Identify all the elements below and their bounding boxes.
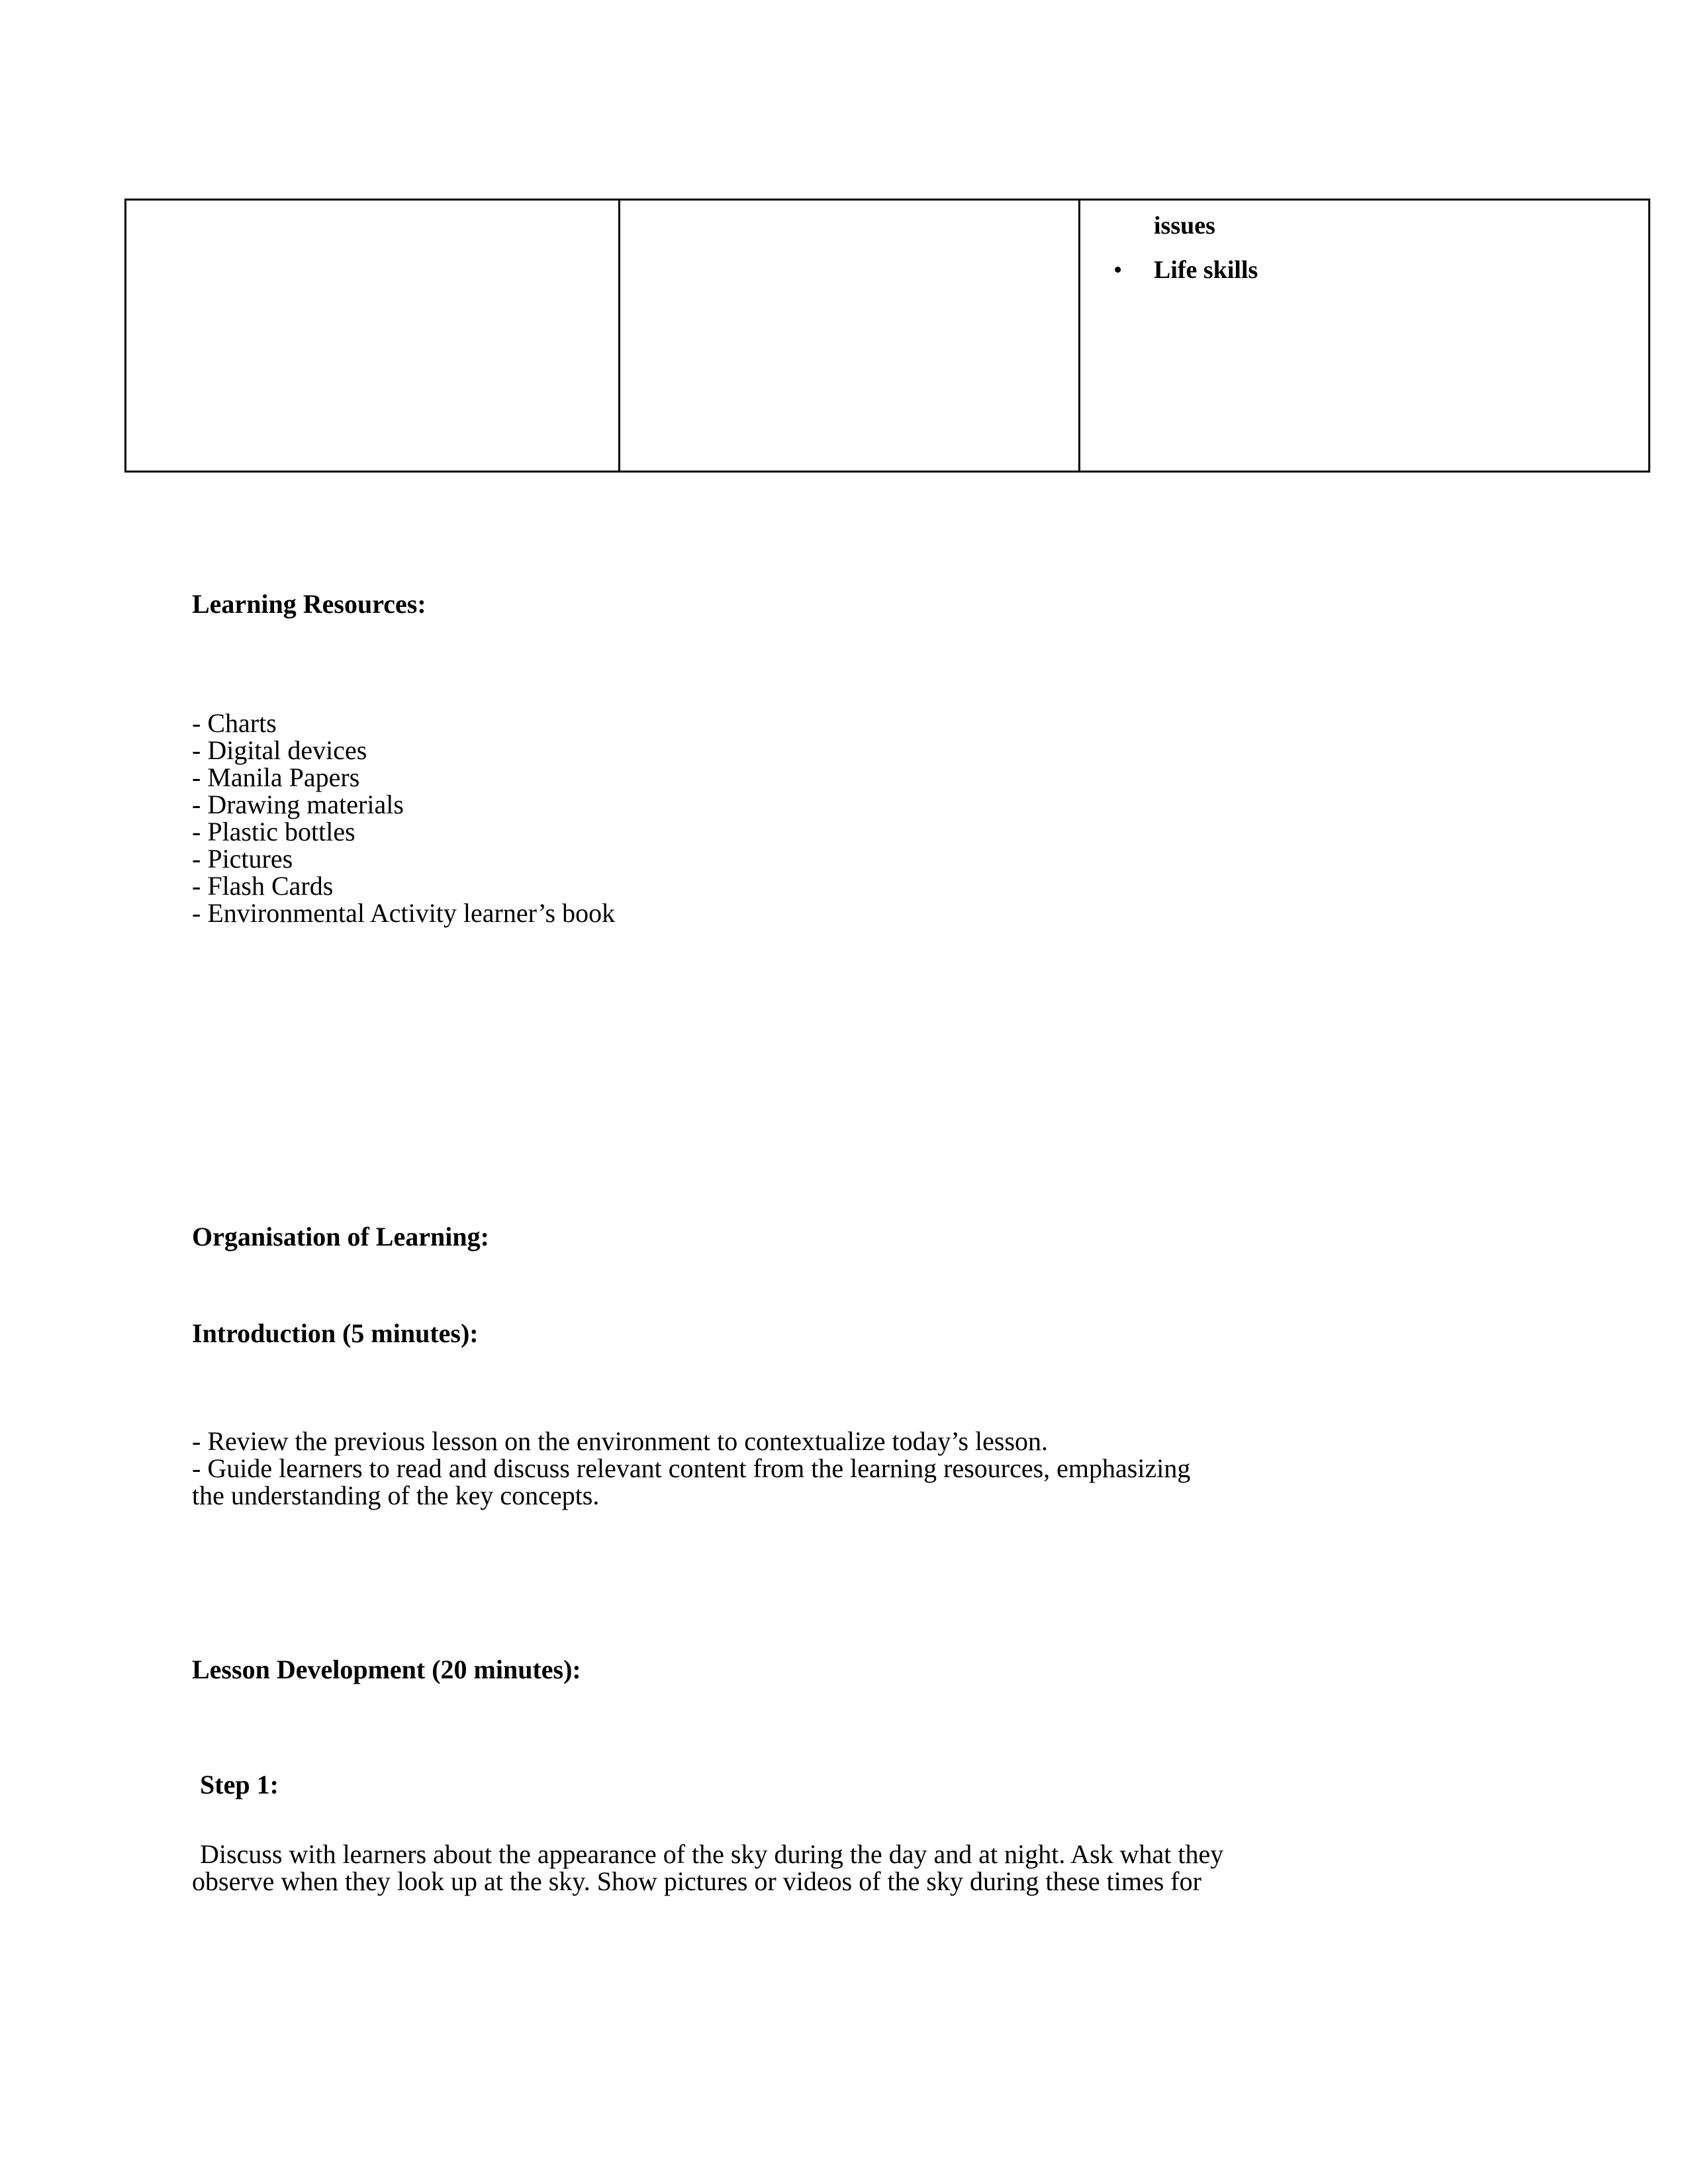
table-cell-column-3	[1080, 200, 1650, 472]
cell-content-column-3	[1080, 201, 1648, 293]
bullet-item-label: Life skills	[1154, 255, 1258, 284]
resource-item-plastic-bottles: - Plastic bottles	[192, 817, 355, 846]
step-1-line-2: observe when they look up at the sky. Show pictures or videos of the sky during these times for	[192, 1866, 1201, 1896]
introduction-line-3: the understanding of the key concepts.	[192, 1480, 600, 1510]
resource-item-manila-papers: - Manila Papers	[192, 762, 360, 792]
introduction-line-1: - Review the previous lesson on the environment to contextualize today’s lesson.	[192, 1426, 1049, 1456]
table-cell-column-1	[126, 200, 620, 472]
lesson-plan-table	[124, 199, 1650, 473]
step-1-line-1: Discuss with learners about the appearance of the sky during the day and at night. Ask what they	[200, 1839, 1224, 1869]
heading-learning-resources: Learning Resources:	[192, 589, 426, 619]
continuation-text-issues: issues	[1154, 212, 1215, 240]
resource-item-charts: - Charts	[192, 708, 277, 738]
resource-item-pictures: - Pictures	[192, 844, 293, 874]
heading-lesson-development: Lesson Development (20 minutes):	[192, 1655, 581, 1684]
introduction-line-2: - Guide learners to read and discuss relevant content from the learning resources, emphasizing	[192, 1453, 1191, 1483]
bullet-point-icon: •	[1113, 255, 1123, 284]
list-item	[1113, 254, 1634, 287]
heading-step-1: Step 1:	[200, 1770, 279, 1799]
resource-item-drawing-materials: - Drawing materials	[192, 790, 404, 819]
cell-content-column-2	[620, 201, 1078, 216]
table-row	[126, 200, 1650, 472]
cell-content-column-1	[126, 201, 618, 216]
heading-organisation-of-learning: Organisation of Learning:	[192, 1222, 489, 1251]
resource-item-environmental-activity-book: - Environmental Activity learner’s book	[192, 898, 616, 928]
resource-item-digital-devices: - Digital devices	[192, 735, 367, 765]
heading-introduction: Introduction (5 minutes):	[192, 1318, 479, 1348]
table-cell-column-2	[620, 200, 1080, 472]
resource-item-flash-cards: - Flash Cards	[192, 871, 334, 901]
